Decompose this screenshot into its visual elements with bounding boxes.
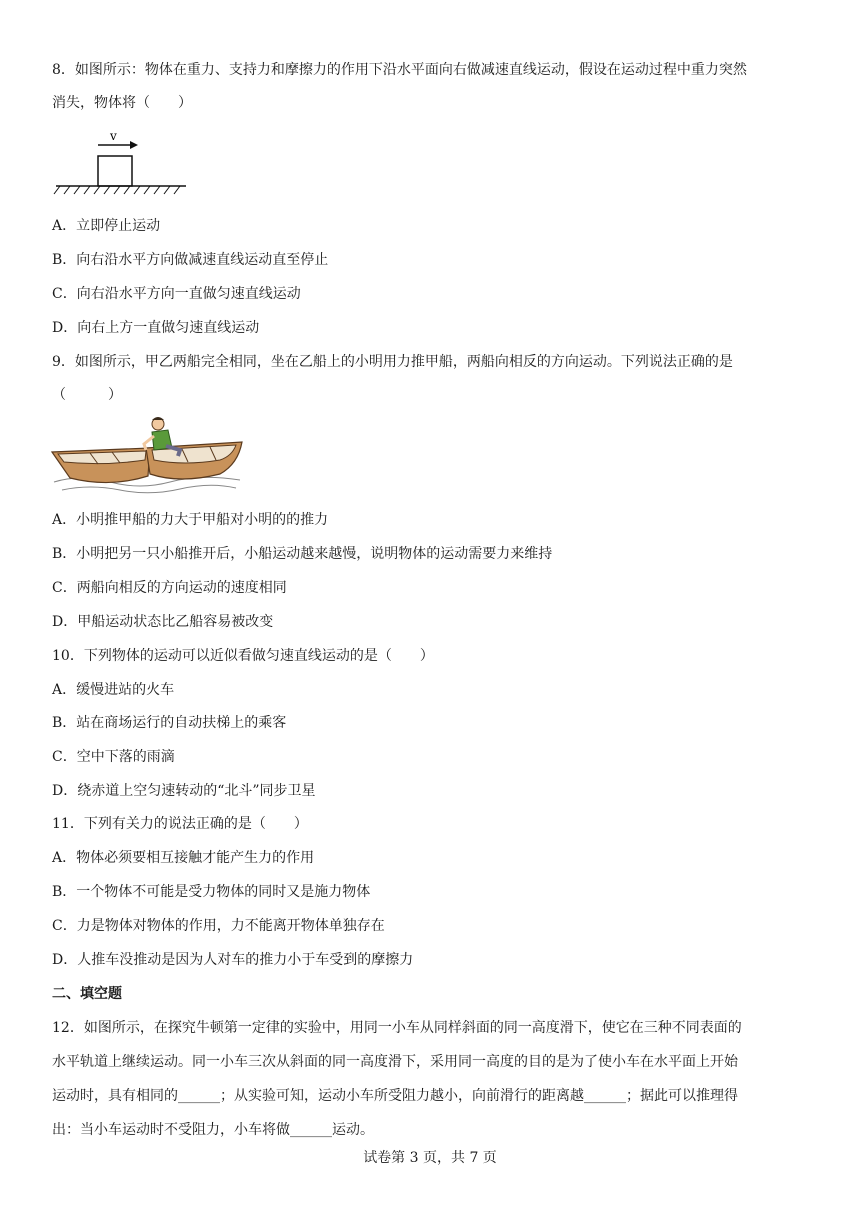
q10-option-c: C．空中下落的雨滴: [52, 749, 175, 765]
q12-line1: 12．如图所示，在探究牛顿第一定律的实验中，用同一小车从同样斜面的同一高度滑下，使它在三种不同表面的: [52, 1020, 742, 1036]
q8-option-c: C．向右沿水平方向一直做匀速直线运动: [52, 286, 301, 302]
q9-stem-line2: （ ）: [52, 387, 122, 403]
q11-option-d: D．人推车没推动是因为人对车的推力小于车受到的摩擦力: [52, 952, 414, 968]
q8-stem-line2: 消失，物体将（ ）: [52, 95, 192, 111]
q9-option-a: A．小明推甲船的力大于甲船对小明的的推力: [52, 512, 329, 528]
velocity-arrowhead: [130, 141, 138, 149]
q8-option-b: B．向右沿水平方向做减速直线运动直至停止: [52, 252, 329, 268]
q9-option-b: B．小明把另一只小船推开后，小船运动越来越慢，说明物体的运动需要力来维持: [52, 546, 553, 562]
q9-option-d: D．甲船运动状态比乙船容易被改变: [52, 614, 274, 630]
ground-hatching: [54, 186, 180, 194]
q9-stem-line1: 9．如图所示，甲乙两船完全相同，坐在乙船上的小明用力推甲船，两船向相反的方向运动。下列说法正确的是: [52, 354, 733, 370]
q11-stem: 11．下列有关力的说法正确的是（ ）: [52, 816, 308, 832]
q10-stem: 10．下列物体的运动可以近似看做匀速直线运动的是（ ）: [52, 648, 434, 664]
q11-option-c: C．力是物体对物体的作用，力不能离开物体单独存在: [52, 918, 385, 934]
q10-option-d: D．绕赤道上空匀速转动的“北斗”同步卫星: [52, 783, 316, 799]
block: [98, 156, 132, 186]
section-title-fill-blank: 二、填空题: [52, 986, 122, 1002]
q10-option-a: A．缓慢进站的火车: [52, 682, 175, 698]
page-footer: 试卷第 3 页，共 7 页: [363, 1150, 497, 1166]
q8-stem-line1: 8．如图所示：物体在重力、支持力和摩擦力的作用下沿水平面向右做减速直线运动，假设在运动过程中重力突然: [52, 62, 747, 78]
q10-option-b: B．站在商场运行的自动扶梯上的乘客: [52, 715, 287, 731]
q11-option-a: A．物体必须要相互接触才能产生力的作用: [52, 850, 315, 866]
q9-boats-figure: [50, 412, 246, 496]
q12-line3: 运动时，具有相同的______；从实验可知，运动小车所受阻力越小，向前滑行的距离越______；据此可以推理得: [52, 1088, 738, 1104]
q11-option-b: B．一个物体不可能是受力物体的同时又是施力物体: [52, 884, 371, 900]
velocity-label: v: [110, 129, 117, 143]
q8-block-figure: [52, 124, 192, 196]
q8-option-a: A．立即停止运动: [52, 218, 161, 234]
q8-option-d: D．向右上方一直做匀速直线运动: [52, 320, 260, 336]
q9-option-c: C．两船向相反的方向运动的速度相同: [52, 580, 287, 596]
q12-line4: 出：当小车运动时不受阻力，小车将做______运动。: [52, 1122, 374, 1138]
q12-line2: 水平轨道上继续运动。同一小车三次从斜面的同一高度滑下，采用同一高度的目的是为了使小车在水平面上开始: [52, 1054, 738, 1070]
